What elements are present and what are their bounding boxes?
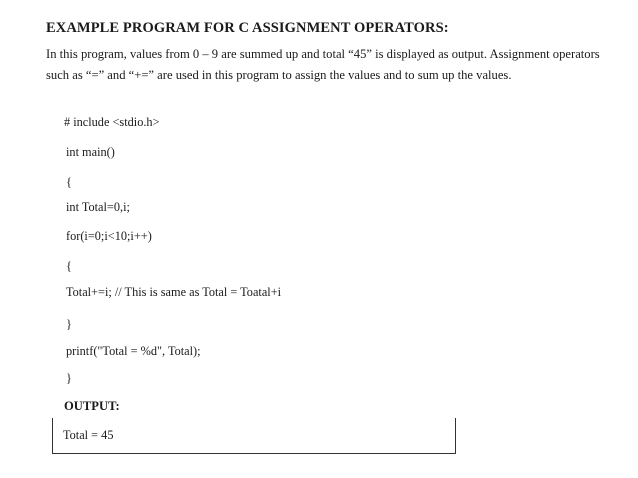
code-line-printf: printf("Total = %d", Total); [66, 344, 201, 358]
output-box [52, 418, 456, 454]
section-heading: EXAMPLE PROGRAM FOR C ASSIGNMENT OPERATORS: [46, 20, 449, 36]
code-line-main: int main() [66, 145, 115, 159]
output-label: OUTPUT: [64, 399, 120, 413]
code-line-for-loop: for(i=0;i<10;i++) [66, 229, 152, 243]
description-paragraph: In this program, values from 0 – 9 are summed up and total “45” is displayed as output. Assignment operators such as “=” and “+=” are used in this program to assign the values and to sum up the values. [46, 47, 600, 82]
code-line-open-brace: { [66, 175, 72, 189]
output-text: Total = 45 [63, 428, 114, 442]
code-line-declaration: int Total=0,i; [66, 200, 130, 214]
code-line-include: # include <stdio.h> [64, 115, 160, 129]
code-line-accumulate: Total+=i; // This is same as Total = Toatal+i [66, 285, 282, 299]
code-line-open-brace-loop: { [66, 259, 72, 273]
code-line-close-brace: } [66, 371, 72, 385]
code-line-close-brace-loop: } [66, 317, 72, 331]
